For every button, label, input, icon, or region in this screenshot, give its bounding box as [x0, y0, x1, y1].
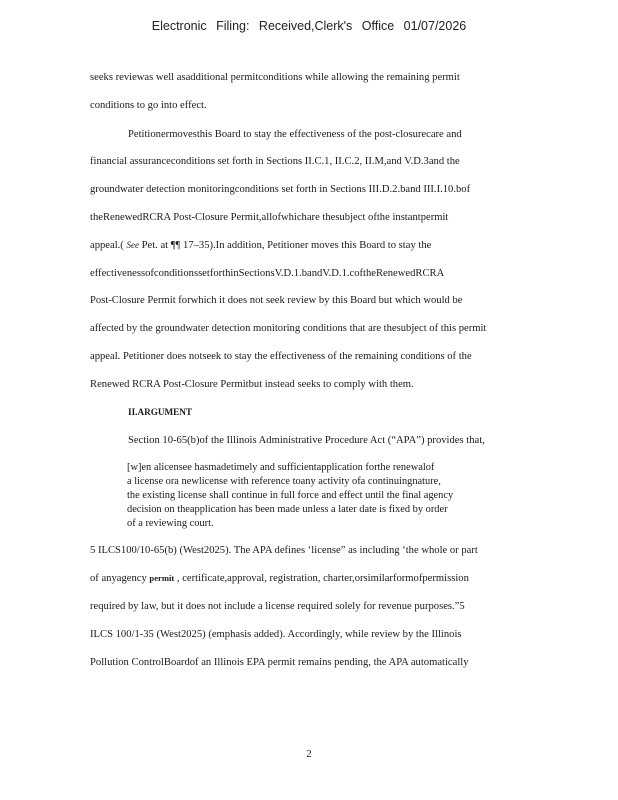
body-line: Renewed RCRA Post-Closure Permitbut instead seeks to comply with them.: [90, 379, 414, 390]
body-line: seeks reviewas well asadditional permitconditions while allowing the remaining permit: [90, 72, 460, 83]
text-run: Pet. at ¶¶ 17–35).In addition, Petitioner moves this Board to stay the: [138, 240, 432, 251]
body-line: Post-Closure Permit forwhich it does not seek review by this Board but which would be: [90, 295, 463, 306]
body-line: Pollution ControlBoardof an Illinois EPA permit remains pending, the APA automatically: [90, 657, 469, 668]
body-line: appeal. Petitioner does notseek to stay the effectiveness of the remaining conditions of the: [90, 351, 472, 362]
body-line: [90, 573, 469, 584]
body-line: theRenewedRCRA Post-Closure Permit,allofwhichare thesubject ofthe instantpermit: [90, 212, 449, 223]
body-line: effectivenessofconditionssetforthinSectionsV.D.1.bandV.D.1.coftheRenewedRCRA: [90, 268, 445, 279]
block-quote-line: of a reviewing court.: [127, 518, 214, 529]
text-run: of anyagency: [90, 573, 150, 584]
block-quote-line: the existing license shall continue in full force and effect until the final agency: [127, 490, 454, 501]
body-line: conditions to go into effect.: [90, 100, 207, 111]
text-run: appeal.(: [90, 240, 124, 251]
body-line: Section 10-65(b)of the Illinois Administrative Procedure Act (“APA”) provides that,: [128, 435, 485, 446]
see-signal: See: [126, 240, 139, 250]
body-line: required by law, but it does not include a license required solely for revenue purposes.”5: [90, 601, 465, 612]
body-line: affected by the groundwater detection monitoring conditions that are thesubject of this permit: [90, 323, 487, 334]
page-number: 2: [306, 748, 312, 760]
body-line: [90, 240, 431, 251]
block-quote-line: a license ora newlicense with reference toany activity ofa continuingnature,: [127, 476, 441, 487]
body-line: financial assuranceconditions set forth in Sections II.C.1, II.C.2, II.M,and V.D.3and the: [90, 156, 460, 167]
block-quote-line: decision on theapplication has been made unless a later date is fixed by order: [127, 504, 448, 515]
body-line: Petitionermovesthis Board to stay the effectiveness of the post-closurecare and: [128, 129, 462, 140]
filing-header: Electronic Filing: Received,Clerk's Office 01/07/2026: [151, 19, 467, 33]
emphasized-term: permit: [149, 573, 175, 583]
text-run: , certificate,approval, registration, charter,orsimilarformofpermission: [174, 573, 469, 584]
body-line: 5 ILCS100/10-65(b) (West2025). The APA defines ‘license” as including ‘the whole or part: [90, 545, 478, 556]
block-quote-line: [w]en alicensee hasmadetimely and sufficientapplication forthe renewalof: [127, 462, 435, 473]
section-heading: II.ARGUMENT: [128, 407, 193, 417]
body-line: ILCS 100/1-35 (West2025) (emphasis added). Accordingly, while review by the Illinois: [90, 629, 462, 640]
body-line: groundwater detection monitoringconditions set forth in Sections III.D.2.band III.I.10.bof: [90, 184, 471, 195]
